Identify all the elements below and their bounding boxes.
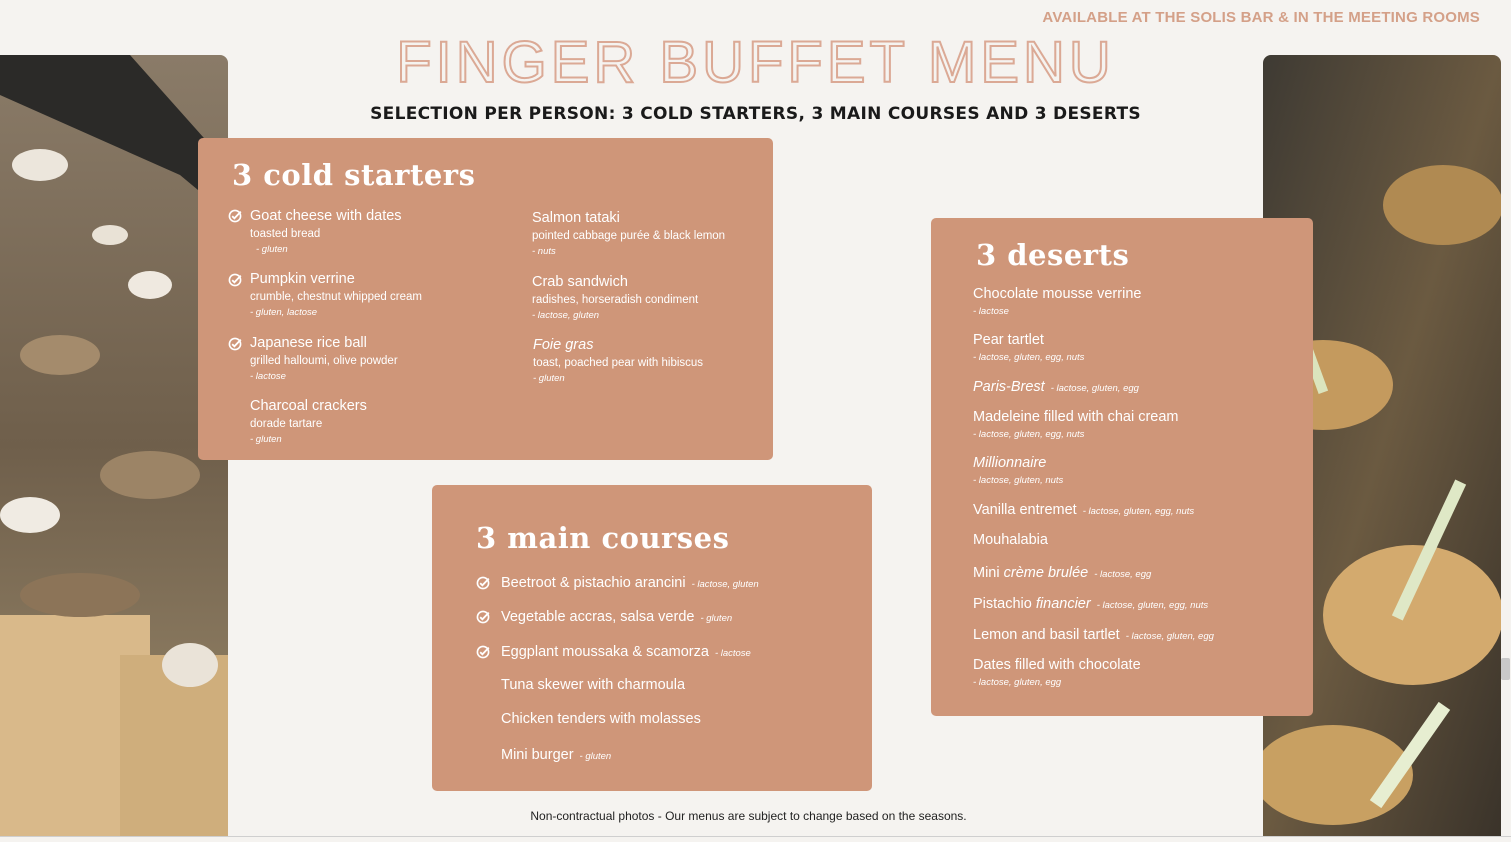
- starter-item: [250, 398, 367, 446]
- desert-item-allergen: - lactose, gluten, egg, nuts: [1096, 600, 1209, 611]
- starter-item-allergen: - lactose, gluten: [532, 310, 600, 321]
- desert-item-allergen: - lactose, gluten, egg: [1125, 631, 1214, 642]
- desert-item: [973, 532, 1048, 549]
- desert-item-allergen: - lactose, gluten, egg, nuts: [1082, 506, 1195, 517]
- starter-item: [250, 335, 398, 383]
- starter-item-name: Pumpkin verrine: [250, 271, 355, 287]
- page-divider: [0, 836, 1511, 837]
- starter-item-name: Japanese rice ball: [250, 335, 367, 351]
- desert-item-name: Pear tartlet: [973, 332, 1044, 348]
- footer-note: Non-contractual photos - Our menus are subject to change based on the seasons.: [530, 809, 967, 823]
- cold-starters-title: 3 cold starters: [232, 158, 476, 192]
- desert-item: [973, 501, 1194, 519]
- main-item-name: Mini burger: [501, 747, 574, 763]
- check-circle-icon: [228, 273, 242, 287]
- page-title: FINGER BUFFET MENU: [396, 30, 1115, 95]
- starter-item-name: Salmon tataki: [532, 210, 620, 226]
- desert-item-name: Mouhalabia: [973, 532, 1048, 548]
- main-item: [501, 643, 751, 661]
- main-item-allergen: - lactose: [714, 648, 751, 659]
- desert-item-name-italic: crème brulée: [1003, 565, 1089, 581]
- main-courses-title: 3 main courses: [476, 521, 730, 555]
- main-item: [501, 677, 685, 694]
- starter-item-desc: crumble, chestnut whipped cream: [250, 291, 422, 303]
- desert-item: [973, 286, 1141, 318]
- starter-item-name: Foie gras: [533, 337, 594, 353]
- starter-item-allergen: - lactose: [250, 371, 286, 382]
- desert-item-name: Lemon and basil tartlet: [973, 627, 1120, 643]
- main-item: [501, 574, 759, 592]
- desert-item-allergen: - lactose, gluten, egg, nuts: [973, 352, 1085, 363]
- main-item-allergen: - gluten: [700, 613, 733, 624]
- desert-item: [973, 595, 1208, 613]
- desert-item: [973, 657, 1141, 689]
- check-circle-icon: [476, 610, 490, 624]
- desert-item-name-italic: financier: [1035, 596, 1091, 612]
- starter-item-allergen: - gluten: [256, 244, 288, 255]
- starter-item-allergen: - gluten: [250, 434, 282, 445]
- desert-item: [973, 332, 1084, 364]
- desert-item: [973, 455, 1063, 487]
- main-item: [501, 746, 611, 764]
- desert-item-name: Millionnaire: [973, 455, 1047, 471]
- starter-item-desc: radishes, horseradish condiment: [532, 294, 699, 306]
- main-item-allergen: - lactose, gluten: [691, 579, 759, 590]
- starter-item-desc: toasted bread: [250, 228, 321, 240]
- desert-item-allergen: - lactose, gluten, egg: [973, 677, 1062, 688]
- main-item-name: Chicken tenders with molasses: [501, 711, 701, 727]
- starter-item-desc: dorade tartare: [250, 418, 323, 430]
- starter-item: [532, 274, 698, 322]
- desert-item-allergen: - lactose: [973, 306, 1009, 317]
- starter-item-desc: pointed cabbage purée & black lemon: [532, 230, 726, 242]
- check-circle-icon: [476, 576, 490, 590]
- desert-item-name: Dates filled with chocolate: [973, 657, 1141, 673]
- left-food-photo: [0, 55, 228, 836]
- desert-item: [973, 564, 1151, 582]
- desert-item-allergen: - lactose, gluten, nuts: [973, 475, 1064, 486]
- starter-item-name: Charcoal crackers: [250, 398, 367, 414]
- desert-item-name: Chocolate mousse verrine: [973, 286, 1142, 302]
- starter-item-allergen: - nuts: [532, 246, 556, 257]
- desert-item-allergen: - lactose, gluten, egg, nuts: [973, 429, 1085, 440]
- cold-starters-card: [198, 138, 773, 460]
- starter-item-desc: toast, poached pear with hibiscus: [533, 357, 704, 369]
- starter-item-allergen: - gluten: [533, 373, 565, 384]
- main-item-name: Beetroot & pistachio arancini: [501, 575, 686, 591]
- main-item: [501, 711, 701, 728]
- starter-item: [250, 208, 402, 256]
- deserts-title: 3 deserts: [976, 238, 1130, 272]
- desert-item-allergen: - lactose, gluten, egg: [1050, 383, 1139, 394]
- main-courses-card: [432, 485, 872, 791]
- check-circle-icon: [228, 337, 242, 351]
- starter-item-name: Crab sandwich: [532, 274, 628, 290]
- check-circle-icon: [476, 645, 490, 659]
- main-item-name: Eggplant moussaka & scamorza: [501, 644, 709, 660]
- availability-note: AVAILABLE AT THE SOLIS BAR & IN THE MEETING ROOMS: [1042, 9, 1480, 26]
- desert-item-name-prefix: Pistachio: [973, 596, 1036, 612]
- main-item-name: Tuna skewer with charmoula: [501, 677, 686, 693]
- main-item: [501, 608, 732, 626]
- scrollbar-thumb[interactable]: [1501, 658, 1510, 680]
- desert-item-allergen: - lactose, egg: [1094, 569, 1152, 580]
- deserts-card: [931, 218, 1313, 716]
- starter-item-name: Goat cheese with dates: [250, 208, 402, 224]
- main-item-allergen: - gluten: [579, 751, 612, 762]
- starter-item: [532, 210, 725, 258]
- desert-item: [973, 626, 1214, 644]
- starter-item: [533, 337, 703, 385]
- page-subtitle: SELECTION PER PERSON: 3 COLD STARTERS, 3 MAIN COURSES AND 3 DESERTS: [370, 104, 1141, 124]
- starter-item-desc: grilled halloumi, olive powder: [250, 355, 398, 367]
- desert-item-name: Vanilla entremet: [973, 502, 1077, 518]
- starter-item-allergen: - gluten, lactose: [250, 307, 318, 318]
- starter-item: [250, 271, 422, 319]
- main-item-name: Vegetable accras, salsa verde: [501, 609, 695, 625]
- desert-item-name: Paris-Brest: [973, 379, 1045, 395]
- desert-item: [973, 378, 1139, 396]
- desert-item: [973, 409, 1179, 441]
- desert-item-name-prefix: Mini: [973, 565, 1004, 581]
- check-circle-icon: [228, 209, 242, 223]
- desert-item-name: Madeleine filled with chai cream: [973, 409, 1179, 425]
